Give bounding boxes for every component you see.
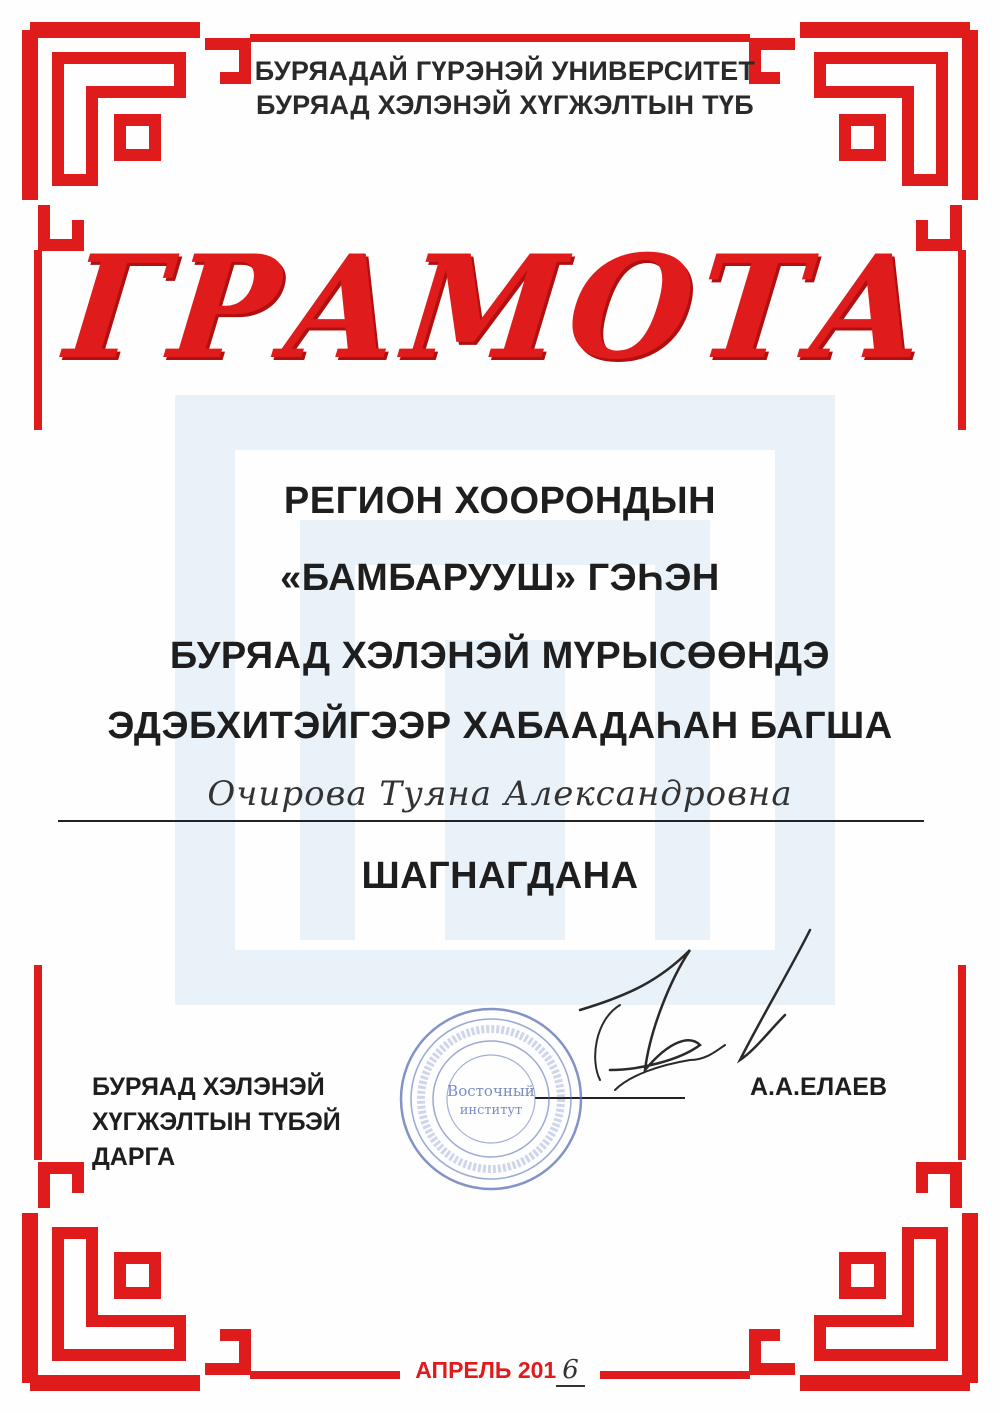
- recipient-underline: [58, 820, 924, 822]
- awarded-text: ШАГНАГДАНА: [361, 855, 639, 897]
- certificate-title: ГРАМОТА: [58, 225, 942, 391]
- signatory-position-line-1: БУРЯАД ХЭЛЭНЭЙ: [92, 1073, 325, 1101]
- date-handwritten-digit: 6: [556, 1355, 585, 1387]
- university-name: БУРЯАДАЙ ГҮРЭНЭЙ УНИВЕРСИТЕТ: [254, 56, 756, 86]
- center-name: БУРЯАД ХЭЛЭНЭЙ ХҮГЖЭЛТЫН ТҮБ: [256, 90, 754, 120]
- body-line-4: ЭДЭБХИТЭЙГЭЭР ХАБААДАҺАН БАГША: [107, 705, 893, 747]
- issue-date: [0, 1355, 1000, 1385]
- date-printed: АПРЕЛЬ 201: [415, 1357, 557, 1383]
- body-line-2: «БАМБАРУУШ» ГЭҺЭН: [280, 557, 720, 599]
- signatory-name: А.А.ЕЛАЕВ: [750, 1073, 887, 1101]
- stamp-text-1: Восточный: [447, 1082, 535, 1100]
- stamp-text-2: институт: [459, 1103, 523, 1118]
- signatory-position: [92, 1070, 341, 1175]
- signatory-position-line-2: ХҮГЖЭЛТЫН ТҮБЭЙ: [92, 1108, 341, 1136]
- handwritten-signature: [520, 920, 850, 1120]
- body-line-1: РЕГИОН ХООРОНДЫН: [283, 480, 717, 522]
- recipient-name: Очирова Туяна Александровна: [207, 774, 793, 814]
- body-line-3: БУРЯАД ХЭЛЭНЭЙ МҮРЫСӨӨНДЭ: [169, 635, 831, 677]
- signatory-position-line-3: ДАРГА: [92, 1143, 176, 1171]
